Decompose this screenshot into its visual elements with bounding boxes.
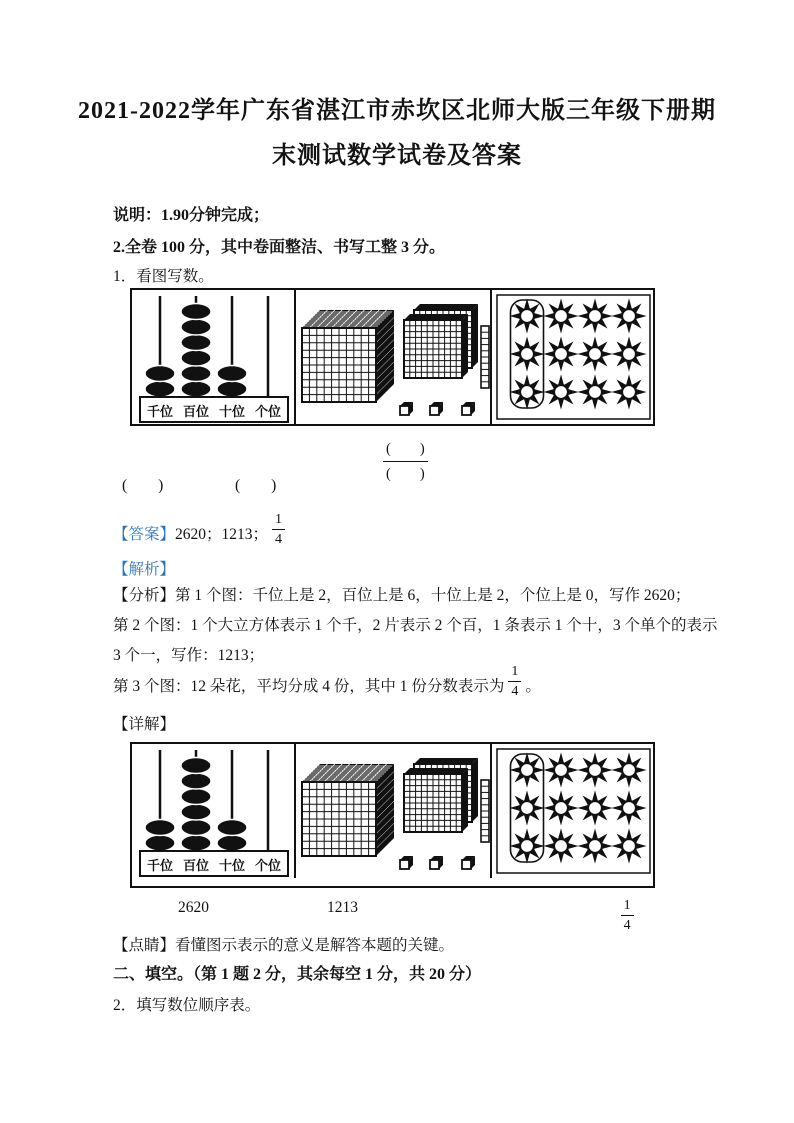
flowers-panel: [490, 744, 653, 878]
abacus-panel: [132, 744, 294, 878]
flower-icon: [614, 339, 644, 369]
abacus-place-label: 十位: [218, 404, 246, 419]
flower-icon: [580, 339, 610, 369]
abacus-panel: [132, 290, 294, 424]
instructions-line-1: 说明：1.90分钟完成；: [113, 207, 270, 224]
flower-icon: [546, 377, 576, 407]
jiexi-label: 【解析】: [113, 561, 176, 578]
abacus-place-label: 个位: [254, 858, 282, 873]
dianjing-line: 【点睛】看懂图示表示的意义是解答本题的关键。: [113, 937, 455, 954]
flower-icon: [580, 831, 610, 861]
analysis-line-4-text: 第 3 个图：12 朵花，平均分成 4 份，其中 1 份分数表示为: [113, 678, 505, 695]
analysis-line-4-period: 。: [525, 678, 541, 695]
page-title-line-2: 末测试数学试卷及答案: [272, 143, 522, 169]
answer-blank-parens-1: ( ): [122, 477, 164, 494]
base-ten-blocks-panel: [294, 744, 490, 878]
flower-icon: [614, 301, 644, 331]
detail-figure: [130, 742, 655, 888]
detail-answer-blocks: 1213: [327, 899, 358, 916]
analysis-line-2: 第 2 个图：1 个大立方体表示 1 个千，2 片表示 2 个百，1 条表示 1 个十，3 个单个的表示: [113, 617, 718, 634]
detail-answer-abacus: 2620: [178, 899, 209, 916]
question-2-label: 2．填写数位顺序表。: [113, 997, 261, 1014]
answer-fraction: [272, 511, 285, 548]
answer-fraction-denominator: 4: [275, 531, 283, 547]
answer-blank-parens-2: ( ): [235, 477, 277, 494]
abacus-place-label: 百位: [182, 404, 210, 419]
flower-icon: [614, 831, 644, 861]
flower-icon: [614, 377, 644, 407]
flower-icon: [580, 793, 610, 823]
flower-icon: [512, 755, 542, 785]
flower-icon: [512, 339, 542, 369]
flower-icon: [614, 755, 644, 785]
base-ten-blocks-panel: [294, 290, 490, 424]
question-1-label: 1．看图写数。: [113, 268, 214, 285]
analysis-fraction-denominator: 4: [511, 683, 519, 699]
abacus-place-label: 十位: [218, 858, 246, 873]
analysis-fraction-numerator: 1: [508, 663, 521, 682]
page-title-line-1: 2021-2022学年广东省湛江市赤坎区北师大版三年级下册期: [78, 98, 716, 124]
flower-icon: [580, 377, 610, 407]
answer-text: 2620；1213；: [175, 526, 269, 543]
flower-icon: [546, 755, 576, 785]
fraction-answer-blank: [383, 438, 428, 485]
flower-icon: [580, 755, 610, 785]
analysis-fraction: [508, 663, 521, 700]
detail-fraction-denominator: 4: [623, 918, 631, 933]
flower-icon: [580, 301, 610, 331]
flower-icon: [512, 301, 542, 331]
flower-icon: [546, 301, 576, 331]
analysis-line-3: 3 个一，写作：1213；: [113, 647, 265, 664]
abacus-place-label: 千位: [146, 404, 174, 419]
detail-answer-fraction: [621, 897, 634, 934]
flowers-panel: [490, 290, 653, 424]
abacus-place-label: 个位: [254, 404, 282, 419]
answer-label: 【答案】: [113, 526, 176, 543]
section-2-header: 二、填空。（第 1 题 2 分，其余每空 1 分，共 20 分）: [113, 966, 482, 983]
xiangjie-label: 【详解】: [113, 716, 176, 733]
instructions-line-2: 2.全卷 100 分，其中卷面整洁、书写工整 3 分。: [113, 239, 446, 256]
flower-icon: [512, 793, 542, 823]
analysis-line-4: [113, 663, 541, 707]
detail-fraction-numerator: 1: [621, 897, 634, 916]
fraction-blank-denominator: ( ): [386, 466, 425, 482]
answer-fraction-numerator: 1: [272, 511, 285, 530]
fraction-blank-numerator: ( ): [383, 438, 428, 462]
flower-icon: [546, 793, 576, 823]
abacus-place-label: 百位: [182, 858, 210, 873]
flower-icon: [614, 793, 644, 823]
flower-icon: [512, 831, 542, 861]
abacus-place-label: 千位: [146, 858, 174, 873]
flower-icon: [546, 831, 576, 861]
flower-icon: [512, 377, 542, 407]
answer-line: [113, 512, 289, 554]
question-1-figure: [130, 288, 655, 426]
analysis-line-1: 【分析】第 1 个图：千位上是 2，百位上是 6，十位上是 2，个位上是 0，写作 2620；: [113, 587, 691, 604]
flower-icon: [546, 339, 576, 369]
